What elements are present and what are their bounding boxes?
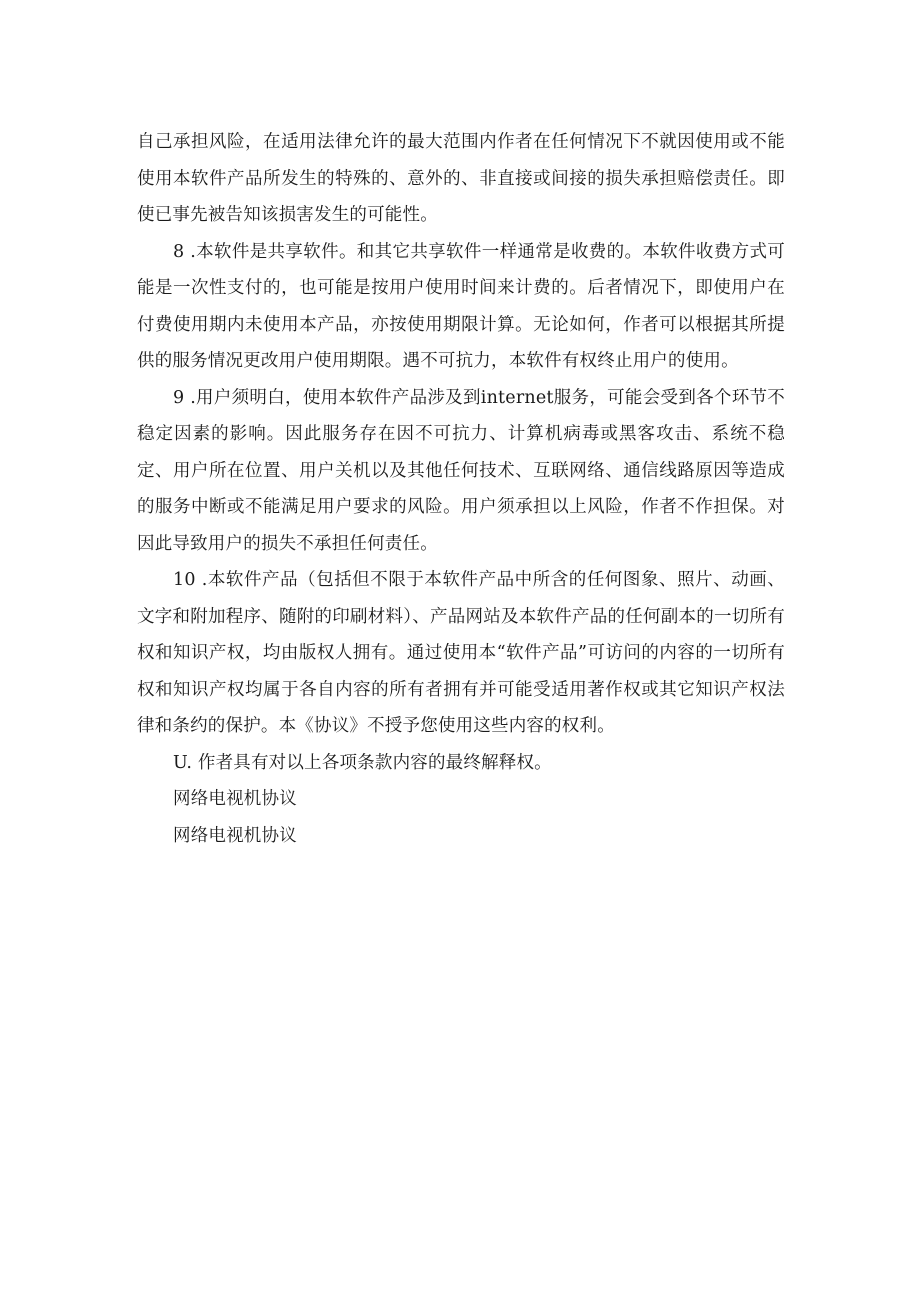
document-page — [137, 124, 785, 854]
paragraph-9: 9 .用户须明白，使用本软件产品涉及到internet服务，可能会受到各个环节不稳定因素的影响。因此服务存在因不可抗力、计算机病毒或黑客攻击、系统不稳定、用户所在位置、用户关机以及其他任何技术、互联网络、通信线路原因等造成的服务中断或不能满足用户要求的风险。用户须承担以上风险，作者不作担保。对因此导致用户的损失不承担任何责任。 — [137, 387, 785, 554]
paragraph-11: U. 作者具有对以上各项条款内容的最终解释权。 — [173, 752, 552, 773]
footer-line-2: 网络电视机协议 — [173, 825, 297, 846]
paragraph-8: 8 .本软件是共享软件。和其它共享软件一样通常是收费的。本软件收费方式可能是一次性支付的，也可能是按用户使用时间来计费的。后者情况下，即使用户在付费使用期内未使用本产品，亦按使用期限计算。无论如何，作者可以根据其所提供的服务情况更改用户使用期限。遇不可抗力，本软件有权终止用户的使用。 — [137, 241, 785, 371]
paragraph-10: 10 .本软件产品（包括但不限于本软件产品中所含的任何图象、照片、动画、文字和附加程序、随附的印刷材料）、产品网站及本软件产品的任何副本的一切所有权和知识产权，均由版权人拥有。通过使用本“软件产品”可访问的内容的一切所有权和知识产权均属于各自内容的所有者拥有并可能受适用著作权或其它知识产权法律和条约的保护。本《协议》不授予您使用这些内容的权利。 — [137, 570, 785, 736]
paragraph-7-continued: 自己承担风险，在适用法律允许的最大范围内作者在任何情况下不就因使用或不能使用本软件产品所发生的特殊的、意外的、非直接或间接的损失承担赔偿责任。即使已事先被告知该损害发生的可能性。 — [137, 132, 785, 225]
footer-line-1: 网络电视机协议 — [173, 789, 297, 809]
